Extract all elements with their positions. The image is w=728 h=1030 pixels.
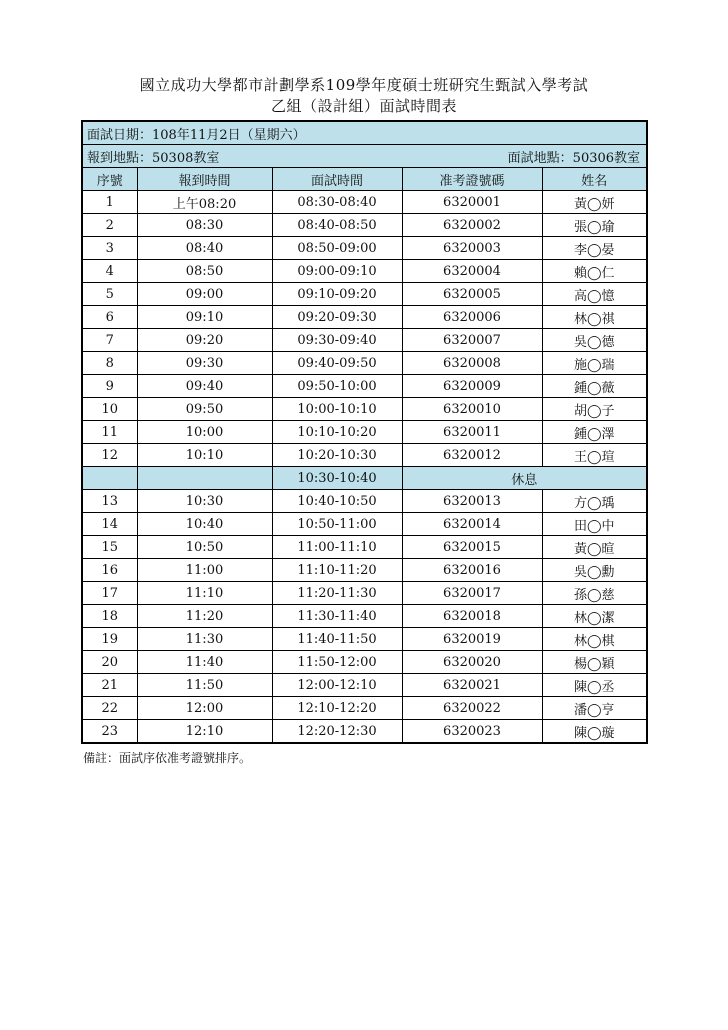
report-time: 08:50 xyxy=(137,260,272,283)
candidate-name: 吳◯勳 xyxy=(542,559,647,582)
location-row xyxy=(82,145,647,168)
table-row xyxy=(82,582,647,605)
break-row xyxy=(82,467,647,490)
column-header-name: 姓名 xyxy=(542,168,647,191)
interview-time: 09:20-09:30 xyxy=(272,306,402,329)
break-time: 10:30-10:40 xyxy=(272,467,402,490)
report-time: 10:00 xyxy=(137,421,272,444)
table-row xyxy=(82,352,647,375)
interview-time: 12:20-12:30 xyxy=(272,720,402,744)
interview-time: 10:00-10:10 xyxy=(272,398,402,421)
report-time: 10:40 xyxy=(137,513,272,536)
candidate-name: 胡◯子 xyxy=(542,398,647,421)
candidate-name: 楊◯穎 xyxy=(542,651,647,674)
candidate-name: 林◯棋 xyxy=(542,628,647,651)
interview-time: 10:10-10:20 xyxy=(272,421,402,444)
row-number: 1 xyxy=(82,191,137,214)
table-row xyxy=(82,398,647,421)
table-row xyxy=(82,421,647,444)
interview-date: 面試日期：108年11月2日（星期六） xyxy=(82,121,647,145)
report-time: 12:00 xyxy=(137,697,272,720)
candidate-name: 方◯瑀 xyxy=(542,490,647,513)
row-number: 20 xyxy=(82,651,137,674)
report-time: 11:10 xyxy=(137,582,272,605)
table-row xyxy=(82,651,647,674)
table-row xyxy=(82,559,647,582)
document-subtitle: 乙組（設計組）面試時間表 xyxy=(270,97,457,115)
table-row xyxy=(82,697,647,720)
candidate-name: 黃◯妍 xyxy=(542,191,647,214)
row-number: 18 xyxy=(82,605,137,628)
column-header-interview-time: 面試時間 xyxy=(272,168,402,191)
interview-time: 10:40-10:50 xyxy=(272,490,402,513)
row-number: 2 xyxy=(82,214,137,237)
column-header-exam-number: 准考證號碼 xyxy=(402,168,542,191)
candidate-name: 陳◯丞 xyxy=(542,674,647,697)
exam-number: 6320023 xyxy=(402,720,542,744)
table-row xyxy=(82,283,647,306)
row-number: 4 xyxy=(82,260,137,283)
table-row xyxy=(82,444,647,467)
exam-number: 6320004 xyxy=(402,260,542,283)
candidate-name: 陳◯璇 xyxy=(542,720,647,744)
column-header-report-time: 報到時間 xyxy=(137,168,272,191)
exam-number: 6320011 xyxy=(402,421,542,444)
footnote: 備註：面試序依准考證號排序。 xyxy=(83,751,252,765)
candidate-name: 高◯憶 xyxy=(542,283,647,306)
exam-number: 6320013 xyxy=(402,490,542,513)
exam-number: 6320007 xyxy=(402,329,542,352)
column-header-no: 序號 xyxy=(82,168,137,191)
interview-time: 11:10-11:20 xyxy=(272,559,402,582)
interview-time: 12:10-12:20 xyxy=(272,697,402,720)
row-number: 17 xyxy=(82,582,137,605)
interview-time: 09:00-09:10 xyxy=(272,260,402,283)
interview-time: 11:20-11:30 xyxy=(272,582,402,605)
interview-time: 10:20-10:30 xyxy=(272,444,402,467)
report-time: 11:20 xyxy=(137,605,272,628)
exam-number: 6320010 xyxy=(402,398,542,421)
break-empty-cell xyxy=(82,467,137,490)
break-label: 休息 xyxy=(402,467,647,490)
table-row xyxy=(82,237,647,260)
report-time: 09:20 xyxy=(137,329,272,352)
exam-number: 6320021 xyxy=(402,674,542,697)
interview-time: 11:30-11:40 xyxy=(272,605,402,628)
interview-time: 09:10-09:20 xyxy=(272,283,402,306)
exam-number: 6320017 xyxy=(402,582,542,605)
exam-number: 6320005 xyxy=(402,283,542,306)
exam-number: 6320002 xyxy=(402,214,542,237)
report-time: 09:30 xyxy=(137,352,272,375)
exam-number: 6320016 xyxy=(402,559,542,582)
row-number: 11 xyxy=(82,421,137,444)
table-row xyxy=(82,674,647,697)
report-location: 報到地點：50308教室 xyxy=(87,150,220,166)
table-row xyxy=(82,490,647,513)
row-number: 8 xyxy=(82,352,137,375)
break-empty-cell xyxy=(137,467,272,490)
exam-number: 6320001 xyxy=(402,191,542,214)
candidate-name: 鍾◯澤 xyxy=(542,421,647,444)
report-time: 10:30 xyxy=(137,490,272,513)
report-time: 09:50 xyxy=(137,398,272,421)
table-row xyxy=(82,720,647,744)
table-header-row xyxy=(82,168,647,191)
candidate-name: 施◯瑞 xyxy=(542,352,647,375)
exam-number: 6320020 xyxy=(402,651,542,674)
candidate-name: 孫◯慈 xyxy=(542,582,647,605)
row-number: 23 xyxy=(82,720,137,744)
table-row xyxy=(82,605,647,628)
exam-number: 6320015 xyxy=(402,536,542,559)
candidate-name: 林◯祺 xyxy=(542,306,647,329)
row-number: 14 xyxy=(82,513,137,536)
interview-time: 10:50-11:00 xyxy=(272,513,402,536)
report-time: 08:30 xyxy=(137,214,272,237)
exam-number: 6320022 xyxy=(402,697,542,720)
exam-number: 6320018 xyxy=(402,605,542,628)
candidate-name: 王◯瑄 xyxy=(542,444,647,467)
row-number: 13 xyxy=(82,490,137,513)
exam-number: 6320014 xyxy=(402,513,542,536)
row-number: 12 xyxy=(82,444,137,467)
interview-time: 11:50-12:00 xyxy=(272,651,402,674)
row-number: 22 xyxy=(82,697,137,720)
table-row xyxy=(82,536,647,559)
interview-time: 11:00-11:10 xyxy=(272,536,402,559)
exam-number: 6320012 xyxy=(402,444,542,467)
interview-time: 09:50-10:00 xyxy=(272,375,402,398)
table-row xyxy=(82,375,647,398)
candidate-name: 林◯潔 xyxy=(542,605,647,628)
row-number: 15 xyxy=(82,536,137,559)
report-time: 11:30 xyxy=(137,628,272,651)
table-row xyxy=(82,191,647,214)
table-row xyxy=(82,214,647,237)
row-number: 10 xyxy=(82,398,137,421)
candidate-name: 張◯瑜 xyxy=(542,214,647,237)
row-number: 21 xyxy=(82,674,137,697)
report-time: 11:50 xyxy=(137,674,272,697)
row-number: 19 xyxy=(82,628,137,651)
candidate-name: 鍾◯薇 xyxy=(542,375,647,398)
table-row xyxy=(82,306,647,329)
interview-schedule-table xyxy=(81,120,648,744)
interview-time: 12:00-12:10 xyxy=(272,674,402,697)
exam-number: 6320019 xyxy=(402,628,542,651)
interview-time: 08:50-09:00 xyxy=(272,237,402,260)
report-time: 09:40 xyxy=(137,375,272,398)
candidate-name: 吳◯德 xyxy=(542,329,647,352)
interview-time: 08:30-08:40 xyxy=(272,191,402,214)
row-number: 5 xyxy=(82,283,137,306)
report-time: 09:10 xyxy=(137,306,272,329)
report-time: 11:00 xyxy=(137,559,272,582)
interview-time: 11:40-11:50 xyxy=(272,628,402,651)
interview-time: 09:40-09:50 xyxy=(272,352,402,375)
row-number: 3 xyxy=(82,237,137,260)
interview-time: 09:30-09:40 xyxy=(272,329,402,352)
interview-time: 08:40-08:50 xyxy=(272,214,402,237)
candidate-name: 潘◯亨 xyxy=(542,697,647,720)
table-row xyxy=(82,329,647,352)
row-number: 9 xyxy=(82,375,137,398)
exam-number: 6320009 xyxy=(402,375,542,398)
candidate-name: 田◯中 xyxy=(542,513,647,536)
document-title: 國立成功大學都市計劃學系109學年度碩士班研究生甄試入學考試 xyxy=(139,76,589,94)
row-number: 16 xyxy=(82,559,137,582)
exam-number: 6320006 xyxy=(402,306,542,329)
report-time: 11:40 xyxy=(137,651,272,674)
candidate-name: 賴◯仁 xyxy=(542,260,647,283)
row-number: 6 xyxy=(82,306,137,329)
table-row xyxy=(82,628,647,651)
table-row xyxy=(82,260,647,283)
report-time: 10:10 xyxy=(137,444,272,467)
report-time: 10:50 xyxy=(137,536,272,559)
candidate-name: 黃◯暄 xyxy=(542,536,647,559)
report-time: 09:00 xyxy=(137,283,272,306)
interview-location: 面試地點：50306教室 xyxy=(507,150,641,166)
table-row xyxy=(82,513,647,536)
row-number: 7 xyxy=(82,329,137,352)
report-time: 上午08:20 xyxy=(137,191,272,214)
exam-number: 6320003 xyxy=(402,237,542,260)
report-time: 12:10 xyxy=(137,720,272,744)
exam-number: 6320008 xyxy=(402,352,542,375)
interview-date-row xyxy=(82,121,647,145)
candidate-name: 李◯晏 xyxy=(542,237,647,260)
report-time: 08:40 xyxy=(137,237,272,260)
